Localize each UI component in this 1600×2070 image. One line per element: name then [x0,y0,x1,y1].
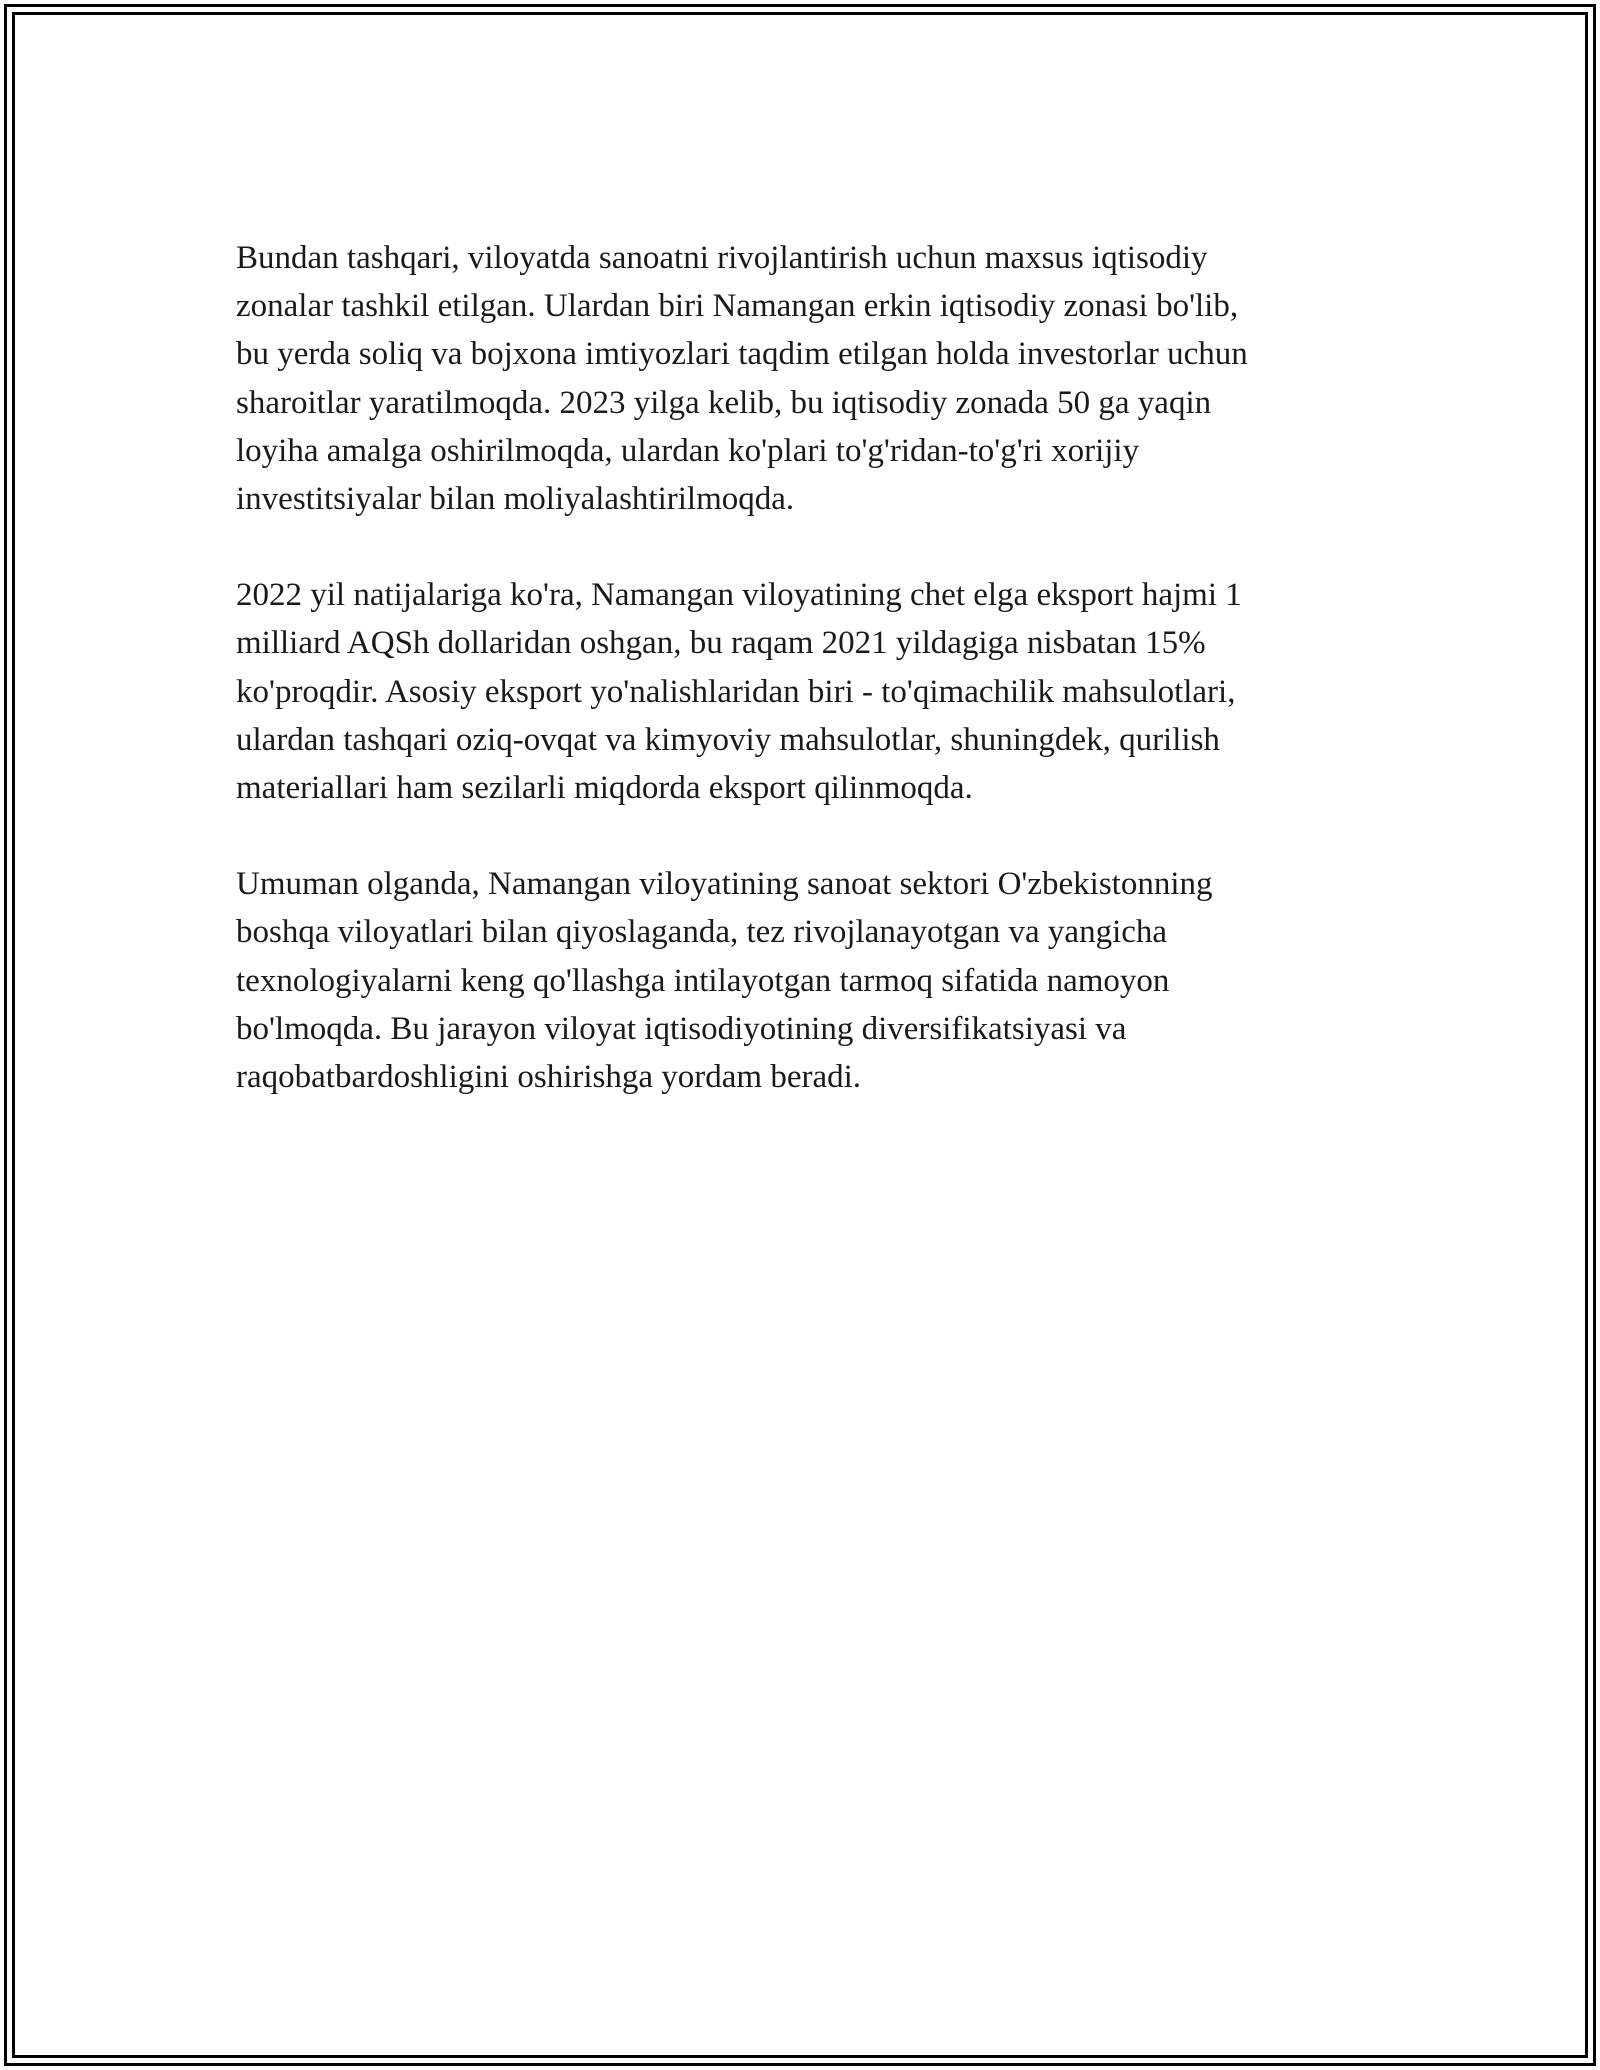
text-line: bo'lmoqda. Bu jarayon viloyat iqtisodiyotining diversifikatsiyasi va [236,1010,1127,1047]
text-line: milliard AQSh dollaridan oshgan, bu raqam 2021 yildagiga nisbatan 15% [236,625,1206,662]
text-line: zonalar tashkil etilgan. Ulardan biri Namangan erkin iqtisodiy zonasi bo'lib, [236,288,1239,325]
text-line: Bundan tashqari, viloyatda sanoatni rivojlantirish uchun maxsus iqtisodiy [236,240,1208,276]
text-line: ko'proqdir. Asosiy eksport yo'nalishlaridan biri - to'qimachilik mahsulotlari, [236,673,1236,710]
paragraph-2 [236,571,1386,812]
document-body [236,234,1386,1101]
text-line: loyiha amalga oshirilmoqda, ulardan ko'plari to'g'ridan-to'g'ri xorijiy [236,432,1140,469]
text-line: raqobatbardoshligini oshirishga yordam beradi. [236,1059,862,1096]
text-line: Umuman olganda, Namangan viloyatining sanoat sektori O'zbekistonning [236,866,1213,903]
paragraph-3 [236,860,1386,1101]
text-line: sharoitlar yaratilmoqda. 2023 yilga kelib, bu iqtisodiy zonada 50 ga yaqin [236,384,1212,421]
text-line: texnologiyalarni keng qo'llashga intilayotgan tarmoq sifatida namoyon [236,962,1170,999]
text-line: ulardan tashqari oziq-ovqat va kimyoviy mahsulotlar, shuningdek, qurilish [236,721,1220,758]
text-line: boshqa viloyatlari bilan qiyoslaganda, tez rivojlanayotgan va yangicha [236,914,1168,951]
paragraph-1 [236,234,1386,523]
text-line: investitsiyalar bilan moliyalashtirilmoqda. [236,481,795,518]
text-line: bu yerda soliq va bojxona imtiyozlari taqdim etilgan holda investorlar uchun [236,336,1248,373]
text-line: 2022 yil natijalariga ko'ra, Namangan viloyatining chet elga eksport hajmi 1 [236,577,1242,614]
text-line: materiallari ham sezilarli miqdorda eksport qilinmoqda. [236,770,973,807]
